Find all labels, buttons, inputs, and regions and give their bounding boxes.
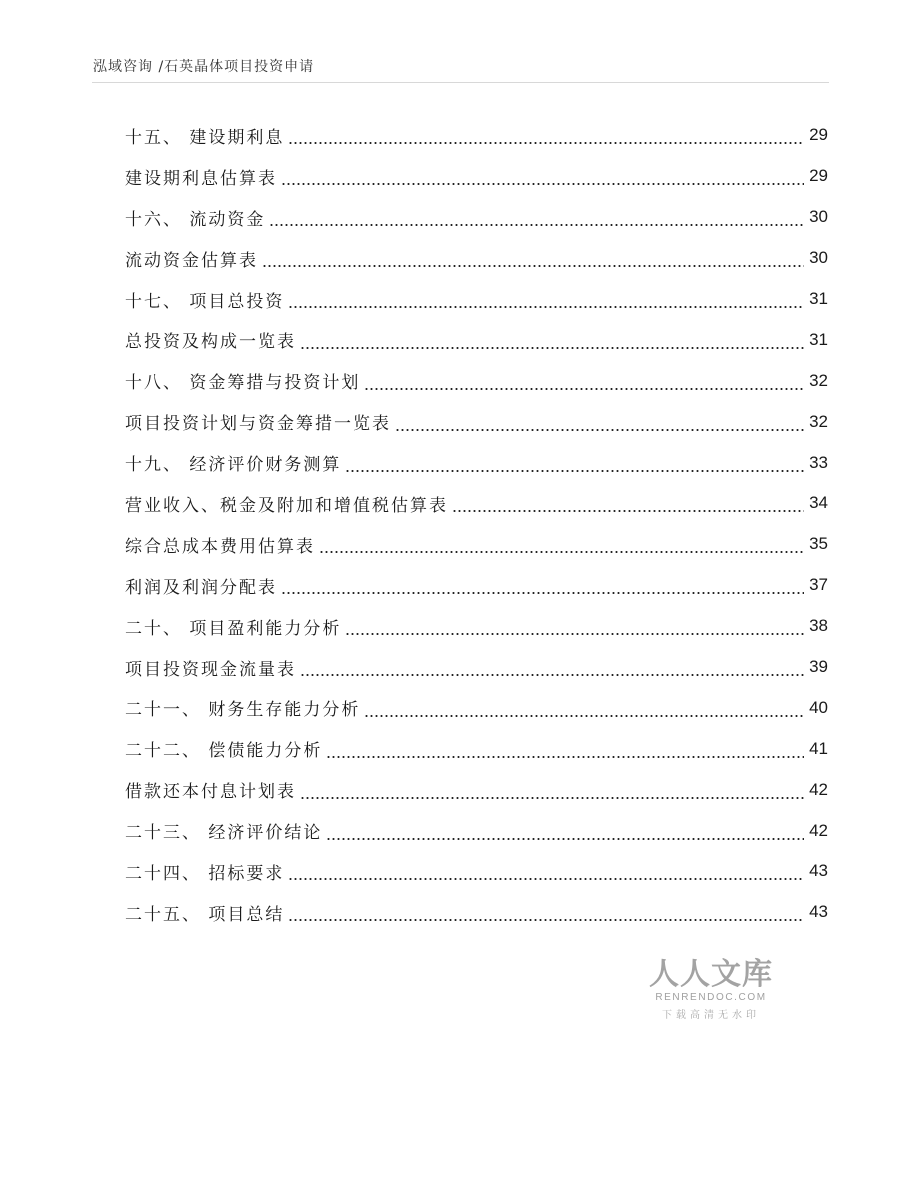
toc-entry-label: 二十五、 项目总结 bbox=[125, 904, 285, 925]
toc-entry-label: 项目投资计划与资金筹措一览表 bbox=[125, 414, 391, 435]
watermark-logo bbox=[647, 958, 775, 1021]
toc-page-number: 30 bbox=[809, 248, 828, 268]
toc-entry[interactable] bbox=[125, 115, 828, 156]
toc-entry[interactable] bbox=[125, 892, 828, 933]
toc-leader-dots bbox=[288, 129, 804, 145]
running-header: 泓域咨询 /石英晶体项目投资申请 bbox=[93, 59, 315, 75]
toc-page-number: 31 bbox=[809, 289, 828, 308]
toc-entry[interactable] bbox=[125, 401, 828, 442]
toc-entry-label: 十七、 项目总投资 bbox=[125, 291, 285, 312]
toc-page-number: 29 bbox=[809, 166, 828, 186]
toc-leader-dots bbox=[364, 375, 804, 391]
toc-entry-label: 十八、 资金筹措与投资计划 bbox=[125, 373, 361, 394]
toc-entry[interactable] bbox=[125, 483, 828, 524]
toc-entry[interactable] bbox=[125, 279, 828, 320]
toc-leader-dots bbox=[288, 865, 804, 881]
toc-page-number: 34 bbox=[809, 493, 828, 513]
toc-entry[interactable] bbox=[125, 442, 828, 483]
toc-leader-dots bbox=[364, 702, 804, 718]
toc-page-number: 38 bbox=[809, 616, 828, 636]
toc-leader-dots bbox=[452, 497, 804, 513]
toc-page-number: 41 bbox=[809, 738, 828, 758]
toc-leader-dots bbox=[345, 620, 804, 636]
toc-entry[interactable] bbox=[125, 810, 828, 851]
toc-page-number: 42 bbox=[809, 779, 828, 799]
toc-entry-label: 二十、 项目盈利能力分析 bbox=[125, 618, 342, 639]
toc-entry[interactable] bbox=[125, 606, 828, 647]
toc-leader-dots bbox=[345, 457, 804, 473]
toc-page-number: 43 bbox=[809, 861, 828, 881]
toc-page-number: 42 bbox=[809, 820, 828, 840]
toc-entry[interactable] bbox=[125, 851, 828, 892]
header-divider bbox=[92, 82, 829, 83]
toc-entry-label: 综合总成本费用估算表 bbox=[125, 536, 315, 557]
toc-leader-dots bbox=[395, 416, 804, 432]
toc-page-number: 29 bbox=[809, 125, 828, 145]
toc-leader-dots bbox=[300, 784, 804, 800]
toc-leader-dots bbox=[288, 293, 804, 309]
toc-leader-dots bbox=[326, 743, 804, 759]
toc-entry[interactable] bbox=[125, 565, 828, 606]
toc-page-number: 35 bbox=[809, 534, 828, 554]
table-of-contents bbox=[125, 115, 828, 933]
toc-leader-dots bbox=[269, 211, 804, 227]
toc-page-number: 37 bbox=[809, 575, 828, 595]
toc-leader-dots bbox=[326, 825, 804, 841]
toc-entry[interactable] bbox=[125, 238, 828, 279]
toc-leader-dots bbox=[262, 252, 804, 268]
toc-entry-label: 利润及利润分配表 bbox=[125, 577, 277, 598]
toc-leader-dots bbox=[281, 579, 804, 595]
toc-entry-label: 二十一、 财务生存能力分析 bbox=[125, 700, 361, 721]
toc-entry[interactable] bbox=[125, 769, 828, 810]
watermark-subtitle: 下载高清无水印 bbox=[662, 1010, 760, 1021]
toc-entry[interactable] bbox=[125, 360, 828, 401]
toc-entry-label: 借款还本付息计划表 bbox=[125, 782, 296, 803]
toc-entry[interactable] bbox=[125, 647, 828, 688]
toc-leader-dots bbox=[281, 170, 804, 186]
toc-page-number: 40 bbox=[809, 697, 828, 717]
toc-leader-dots bbox=[288, 906, 804, 922]
toc-entry[interactable] bbox=[125, 319, 828, 360]
toc-entry-label: 总投资及构成一览表 bbox=[125, 332, 296, 353]
toc-leader-dots bbox=[300, 661, 804, 677]
toc-page-number: 31 bbox=[809, 329, 828, 349]
toc-entry-label: 十五、 建设期利息 bbox=[125, 127, 285, 148]
toc-entry[interactable] bbox=[125, 197, 828, 238]
watermark-title: 人人文库 bbox=[649, 957, 773, 992]
toc-entry-label: 流动资金估算表 bbox=[125, 250, 258, 271]
toc-page-number: 32 bbox=[809, 370, 828, 390]
toc-entry-label: 二十二、 偿债能力分析 bbox=[125, 741, 323, 762]
toc-entry-label: 二十四、 招标要求 bbox=[125, 863, 285, 884]
toc-page-number: 32 bbox=[809, 411, 828, 431]
toc-leader-dots bbox=[319, 538, 804, 554]
toc-entry-label: 营业收入、税金及附加和增值税估算表 bbox=[125, 495, 448, 516]
toc-entry-label: 建设期利息估算表 bbox=[125, 168, 277, 189]
toc-entry[interactable] bbox=[125, 687, 828, 728]
toc-page-number: 39 bbox=[809, 657, 828, 677]
toc-entry[interactable] bbox=[125, 156, 828, 197]
toc-entry-label: 二十三、 经济评价结论 bbox=[125, 823, 323, 844]
toc-entry[interactable] bbox=[125, 728, 828, 769]
toc-page-number: 33 bbox=[809, 452, 828, 472]
toc-page-number: 43 bbox=[809, 902, 828, 922]
toc-leader-dots bbox=[300, 334, 804, 350]
toc-entry-label: 十九、 经济评价财务测算 bbox=[125, 455, 342, 476]
toc-entry[interactable] bbox=[125, 524, 828, 565]
toc-entry-label: 十六、 流动资金 bbox=[125, 209, 266, 230]
watermark-url: RENRENDOC.COM bbox=[655, 992, 767, 1003]
toc-entry-label: 项目投资现金流量表 bbox=[125, 659, 296, 680]
toc-page-number: 30 bbox=[809, 207, 828, 227]
